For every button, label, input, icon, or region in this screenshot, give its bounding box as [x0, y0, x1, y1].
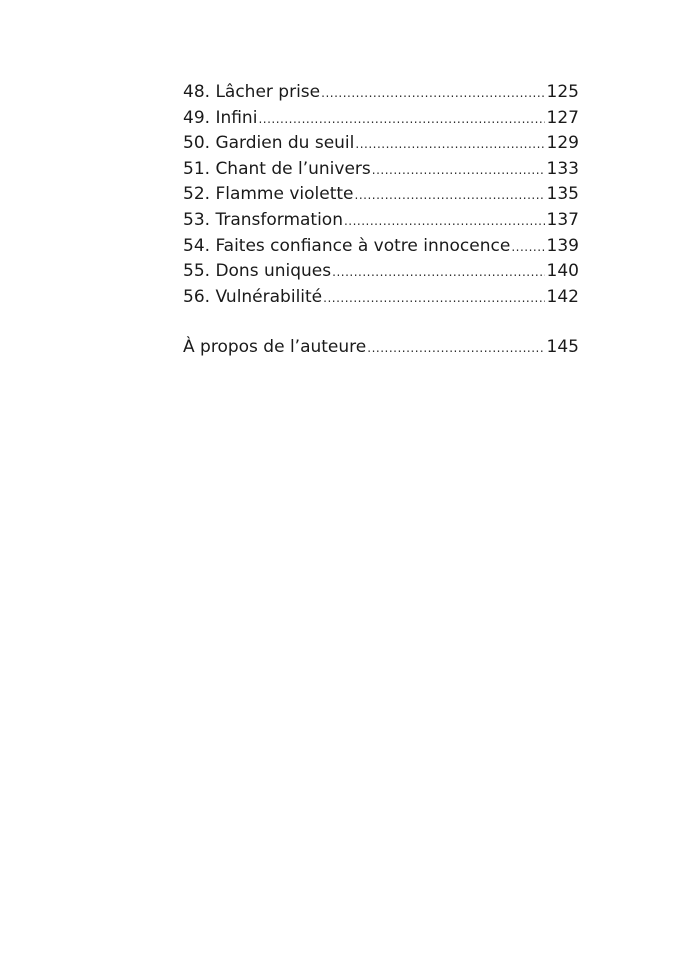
dot-leader — [511, 235, 544, 260]
toc-entry-label: 51. Chant de l’univers — [183, 158, 371, 179]
dot-leader — [355, 132, 544, 157]
toc-entry-56 — [183, 285, 579, 311]
toc-entry-about-author — [183, 335, 579, 361]
toc-entry-48 — [183, 80, 579, 106]
toc-entry-page: 127 — [546, 107, 579, 128]
dot-leader — [258, 107, 544, 132]
toc-entry-label: 49. Infini — [183, 107, 258, 128]
toc-entry-49 — [183, 106, 579, 132]
toc-entry-label: 56. Vulnérabilité — [183, 286, 323, 307]
toc-entry-page: 145 — [546, 337, 579, 358]
toc-entry-52 — [183, 182, 579, 208]
toc-entry-label: 54. Faites confiance à votre innocence — [183, 235, 511, 256]
toc-entry-50 — [183, 131, 579, 157]
toc-entry-label: 52. Flamme violette — [183, 184, 354, 205]
toc-entry-page: 129 — [546, 133, 579, 154]
dot-leader — [323, 286, 544, 311]
dot-leader — [344, 209, 545, 234]
toc-entry-53 — [183, 208, 579, 234]
toc-entry-label: 55. Dons uniques — [183, 261, 332, 282]
toc-entry-label: 50. Gardien du seuil — [183, 133, 355, 154]
toc-entry-page: 139 — [546, 235, 579, 256]
toc-entry-51 — [183, 157, 579, 183]
toc-entry-page: 135 — [546, 184, 579, 205]
dot-leader — [321, 81, 544, 106]
toc-entry-54 — [183, 234, 579, 260]
dot-leader — [355, 183, 545, 208]
dot-leader — [372, 158, 545, 183]
toc-entry-label: 48. Lâcher prise — [183, 82, 321, 102]
toc-entry-page: 140 — [546, 261, 579, 282]
table-of-contents — [183, 80, 579, 361]
toc-entry-page: 133 — [546, 158, 579, 179]
dot-leader — [367, 336, 544, 361]
toc-entry-label: 53. Transformation — [183, 209, 343, 230]
toc-entry-55 — [183, 259, 579, 285]
dot-leader — [332, 260, 544, 285]
toc-entry-page: 137 — [546, 209, 579, 230]
toc-entry-label: À propos de l’auteure — [183, 337, 367, 358]
toc-entry-page: 125 — [546, 82, 579, 102]
toc-entry-page: 142 — [546, 286, 579, 307]
